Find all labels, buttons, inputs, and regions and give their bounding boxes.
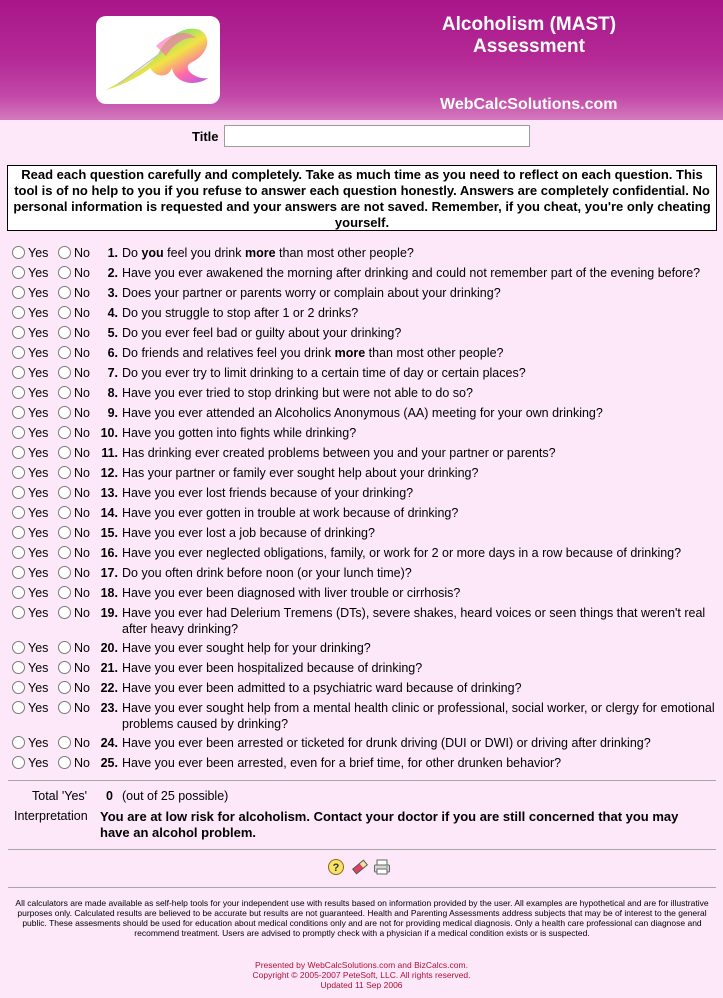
yes-label: Yes [28, 426, 49, 440]
no-radio[interactable] [58, 286, 71, 299]
no-label: No [74, 246, 90, 260]
no-label: No [74, 466, 90, 480]
emphasis: you [141, 246, 164, 260]
question-number: 23. [100, 701, 118, 715]
yes-label: Yes [28, 546, 49, 560]
toolbar [327, 858, 397, 878]
question-text [122, 485, 720, 501]
help-icon[interactable] [327, 858, 345, 876]
site-name: WebCalcSolutions.com [440, 96, 618, 113]
yes-label: Yes [28, 566, 49, 580]
question-number: 8. [107, 386, 118, 400]
question-number: 15. [100, 526, 118, 540]
yes-label: Yes [28, 736, 49, 750]
question-text-part: Have you ever had Delerium Tremens (DTs), severe shakes, heard voices or seen things that weren't real after heavy drinking? [122, 606, 706, 636]
no-label: No [74, 446, 90, 460]
yes-label: Yes [28, 306, 49, 320]
total-note: (out of 25 possible) [122, 789, 229, 803]
no-radio[interactable] [58, 466, 71, 479]
question-number: 10. [100, 426, 118, 440]
footer [0, 960, 723, 990]
question-text [122, 505, 720, 521]
no-radio[interactable] [58, 526, 71, 539]
question-number: 12. [100, 466, 118, 480]
question-number: 18. [100, 586, 118, 600]
yes-label: Yes [28, 506, 49, 520]
no-radio[interactable] [58, 506, 71, 519]
question-text-part: Do you ever try to limit drinking to a certain time of day or certain places? [122, 366, 526, 380]
no-label: No [74, 526, 90, 540]
divider [8, 887, 716, 888]
question-text-part: Do [122, 246, 142, 260]
no-label: No [74, 286, 90, 300]
no-radio[interactable] [58, 386, 71, 399]
no-label: No [74, 426, 90, 440]
no-label: No [74, 661, 90, 675]
question-number: 13. [100, 486, 118, 500]
question-text [122, 605, 720, 637]
question-number: 3. [107, 286, 118, 300]
no-label: No [74, 506, 90, 520]
question-text [122, 285, 720, 301]
no-radio[interactable] [58, 366, 71, 379]
page-title: Alcoholism (MAST) Assessment [441, 14, 617, 57]
no-radio[interactable] [58, 701, 71, 714]
question-number: 11. [101, 446, 118, 460]
question-number: 5. [107, 326, 118, 340]
no-radio[interactable] [58, 661, 71, 674]
question-number: 7. [107, 366, 118, 380]
interpretation-text: You are at low risk for alcoholism. Contact your doctor if you are still concerned that you may have an alcohol problem. [100, 809, 679, 840]
yes-radio[interactable] [12, 446, 25, 459]
interpretation-label: Interpretation [14, 809, 88, 823]
no-label: No [74, 346, 90, 360]
question-number: 22. [100, 681, 118, 695]
eraser-icon[interactable] [351, 858, 369, 876]
no-label: No [74, 386, 90, 400]
yes-radio[interactable] [12, 246, 25, 259]
no-radio[interactable] [58, 736, 71, 749]
title-input[interactable] [224, 125, 530, 147]
no-radio[interactable] [58, 566, 71, 579]
question-text [122, 755, 720, 771]
question-text-part: Have you ever been arrested or ticketed for drunk driving (DUI or DWI) or driving after drinking? [122, 736, 651, 750]
divider [8, 849, 716, 850]
question-number: 19. [100, 606, 118, 620]
no-radio[interactable] [58, 346, 71, 359]
printer-icon[interactable] [373, 858, 391, 876]
question-number: 21. [100, 661, 118, 675]
yes-radio[interactable] [12, 466, 25, 479]
no-label: No [74, 681, 90, 695]
yes-radio[interactable] [12, 286, 25, 299]
yes-radio[interactable] [12, 386, 25, 399]
footer-updated: Updated 11 Sep 2006 [320, 980, 403, 990]
question-text [122, 680, 720, 696]
yes-label: Yes [28, 486, 49, 500]
yes-label: Yes [28, 661, 49, 675]
no-label: No [74, 546, 90, 560]
question-text-part: Have you ever been arrested, even for a brief time, for other drunken behavior? [122, 756, 562, 770]
yes-label: Yes [28, 386, 49, 400]
question-text [122, 325, 720, 341]
yes-radio[interactable] [12, 326, 25, 339]
question-text [122, 585, 720, 601]
question-text [122, 345, 720, 361]
no-label: No [74, 366, 90, 380]
question-number: 24. [100, 736, 118, 750]
question-number: 20. [100, 641, 118, 655]
question-text [122, 545, 720, 561]
question-text [122, 565, 720, 581]
yes-radio[interactable] [12, 426, 25, 439]
yes-radio[interactable] [12, 606, 25, 619]
footer-presented: Presented by WebCalcSolutions.com and BizCalcs.com. [255, 960, 468, 970]
yes-label: Yes [28, 246, 49, 260]
question-text-part: Do you struggle to stop after 1 or 2 drinks? [122, 306, 359, 320]
question-number: 4. [107, 306, 118, 320]
total-label: Total 'Yes' [32, 789, 88, 803]
no-label: No [74, 756, 90, 770]
no-label: No [74, 266, 90, 280]
yes-label: Yes [28, 526, 49, 540]
question-text-part: Have you ever gotten in trouble at work because of drinking? [122, 506, 459, 520]
yes-label: Yes [28, 466, 49, 480]
disclaimer: All calculators are made available as self-help tools for your independent use with results based on information provided by the user. All examples are hypothetical and are for illustrative purposes only. Calculated results are believed to be accurate but results are not guaranteed. Health and Parenting Assessments address subjects that may be of interest to the general public. These assesments should be used for education about medical conditions only and are not for providing medical diagnosis. Only a health care professional can diagnose and recommend treatment. Users are advised to promptly check with a physician if a medical condition exists or is suspected. [15, 898, 709, 938]
question-text [122, 640, 720, 656]
question-text-part: Has your partner or family ever sought help about your drinking? [122, 466, 479, 480]
divider [8, 780, 716, 781]
no-radio[interactable] [58, 546, 71, 559]
question-text-part: Have you ever awakened the morning after drinking and could not remember part of the evening before? [122, 266, 701, 280]
question-text-part: Have you gotten into fights while drinking? [122, 426, 357, 440]
question-number: 25. [100, 756, 118, 770]
question-number: 9. [107, 406, 118, 420]
question-text-part: than most other people? [275, 246, 414, 260]
question-text-part: Have you ever sought help for your drinking? [122, 641, 371, 655]
yes-radio[interactable] [12, 736, 25, 749]
smoke-logo-image [96, 16, 220, 104]
yes-radio[interactable] [12, 586, 25, 599]
yes-label: Yes [28, 756, 49, 770]
question-number: 1. [107, 246, 118, 260]
title-label: Title [192, 129, 219, 144]
question-text-part: Do friends and relatives feel you drink [122, 346, 335, 360]
no-radio[interactable] [58, 426, 71, 439]
yes-radio[interactable] [12, 346, 25, 359]
question-text-part: Have you ever been admitted to a psychiatric ward because of drinking? [122, 681, 522, 695]
question-text [122, 660, 720, 676]
no-label: No [74, 306, 90, 320]
question-text-part: Have you ever neglected obligations, family, or work for 2 or more days in a row because of drinking? [122, 546, 682, 560]
logo [96, 16, 220, 104]
question-text [122, 245, 720, 261]
question-text-part: Have you ever tried to stop drinking but were not able to do so? [122, 386, 473, 400]
question-text [122, 365, 720, 381]
yes-label: Yes [28, 586, 49, 600]
question-text-part: Have you ever attended an Alcoholics Anonymous (AA) meeting for your own drinking? [122, 406, 603, 420]
no-radio[interactable] [58, 446, 71, 459]
no-label: No [74, 586, 90, 600]
question-text-part: Do you ever feel bad or guilty about your drinking? [122, 326, 402, 340]
yes-label: Yes [28, 681, 49, 695]
question-text [122, 465, 720, 481]
yes-label: Yes [28, 286, 49, 300]
yes-label: Yes [28, 606, 49, 620]
no-label: No [74, 566, 90, 580]
question-text-part: Have you ever lost friends because of your drinking? [122, 486, 414, 500]
yes-label: Yes [28, 326, 49, 340]
question-number: 6. [107, 346, 118, 360]
no-label: No [74, 406, 90, 420]
yes-radio[interactable] [12, 486, 25, 499]
yes-radio[interactable] [12, 266, 25, 279]
yes-label: Yes [28, 346, 49, 360]
yes-label: Yes [28, 701, 49, 715]
yes-radio[interactable] [12, 506, 25, 519]
question-text-part: Have you ever been diagnosed with liver trouble or cirrhosis? [122, 586, 461, 600]
question-text [122, 265, 720, 281]
question-text [122, 305, 720, 321]
yes-radio[interactable] [12, 306, 25, 319]
yes-radio[interactable] [12, 661, 25, 674]
emphasis: more [244, 246, 276, 260]
no-radio[interactable] [58, 606, 71, 619]
emphasis: more [334, 346, 366, 360]
no-label: No [74, 326, 90, 340]
yes-radio[interactable] [12, 681, 25, 694]
yes-label: Yes [28, 446, 49, 460]
yes-radio[interactable] [12, 566, 25, 579]
total-value: 0 [106, 789, 113, 803]
yes-radio[interactable] [12, 641, 25, 654]
yes-radio[interactable] [12, 546, 25, 559]
svg-text:?: ? [332, 862, 340, 874]
yes-label: Yes [28, 641, 49, 655]
no-radio[interactable] [58, 756, 71, 769]
no-radio[interactable] [58, 486, 71, 499]
no-radio[interactable] [58, 246, 71, 259]
no-radio[interactable] [58, 586, 71, 599]
instructions-box: Read each question carefully and completely. Take as much time as you need to reflect on each question. This tool is of no help to you if you refuse to answer each question honestly. Answers are completely confidential. No personal information is requested and your answers are not saved. Remember, if you cheat, you're only cheating yourself. [7, 165, 717, 231]
no-label: No [74, 701, 90, 715]
yes-radio[interactable] [12, 406, 25, 419]
no-radio[interactable] [58, 266, 71, 279]
question-number: 17. [100, 566, 118, 580]
yes-radio[interactable] [12, 366, 25, 379]
question-text [122, 735, 720, 751]
question-text [122, 385, 720, 401]
no-radio[interactable] [58, 406, 71, 419]
yes-radio[interactable] [12, 756, 25, 769]
question-text-part: than most other people? [365, 346, 504, 360]
no-radio[interactable] [58, 306, 71, 319]
no-label: No [74, 606, 90, 620]
no-radio[interactable] [58, 681, 71, 694]
question-text [122, 425, 720, 441]
question-text-part: Have you ever sought help from a mental health clinic or professional, social worker, or clergy for emotional problems caused by drinking? [122, 701, 715, 731]
question-text-part: Does your partner or parents worry or complain about your drinking? [122, 286, 501, 300]
no-radio[interactable] [58, 641, 71, 654]
yes-label: Yes [28, 406, 49, 420]
no-radio[interactable] [58, 326, 71, 339]
question-text-part: Do you often drink before noon (or your lunch time)? [122, 566, 412, 580]
no-label: No [74, 486, 90, 500]
title-row [0, 125, 723, 147]
yes-label: Yes [28, 266, 49, 280]
question-text-part: feel you drink [163, 246, 245, 260]
question-number: 16. [100, 546, 118, 560]
header-banner [0, 0, 723, 120]
no-label: No [74, 736, 90, 750]
yes-radio[interactable] [12, 701, 25, 714]
question-text [122, 700, 720, 732]
question-text [122, 445, 720, 461]
question-text-part: Have you ever been hospitalized because of drinking? [122, 661, 423, 675]
question-number: 2. [107, 266, 118, 280]
yes-radio[interactable] [12, 526, 25, 539]
question-text-part: Have you ever lost a job because of drinking? [122, 526, 375, 540]
footer-copyright: Copyright © 2005-2007 PeteSoft, LLC. All rights reserved. [252, 970, 471, 980]
question-text-part: Has drinking ever created problems between you and your partner or parents? [122, 446, 556, 460]
yes-label: Yes [28, 366, 49, 380]
question-text [122, 525, 720, 541]
no-label: No [74, 641, 90, 655]
question-number: 14. [100, 506, 118, 520]
question-text [122, 405, 720, 421]
